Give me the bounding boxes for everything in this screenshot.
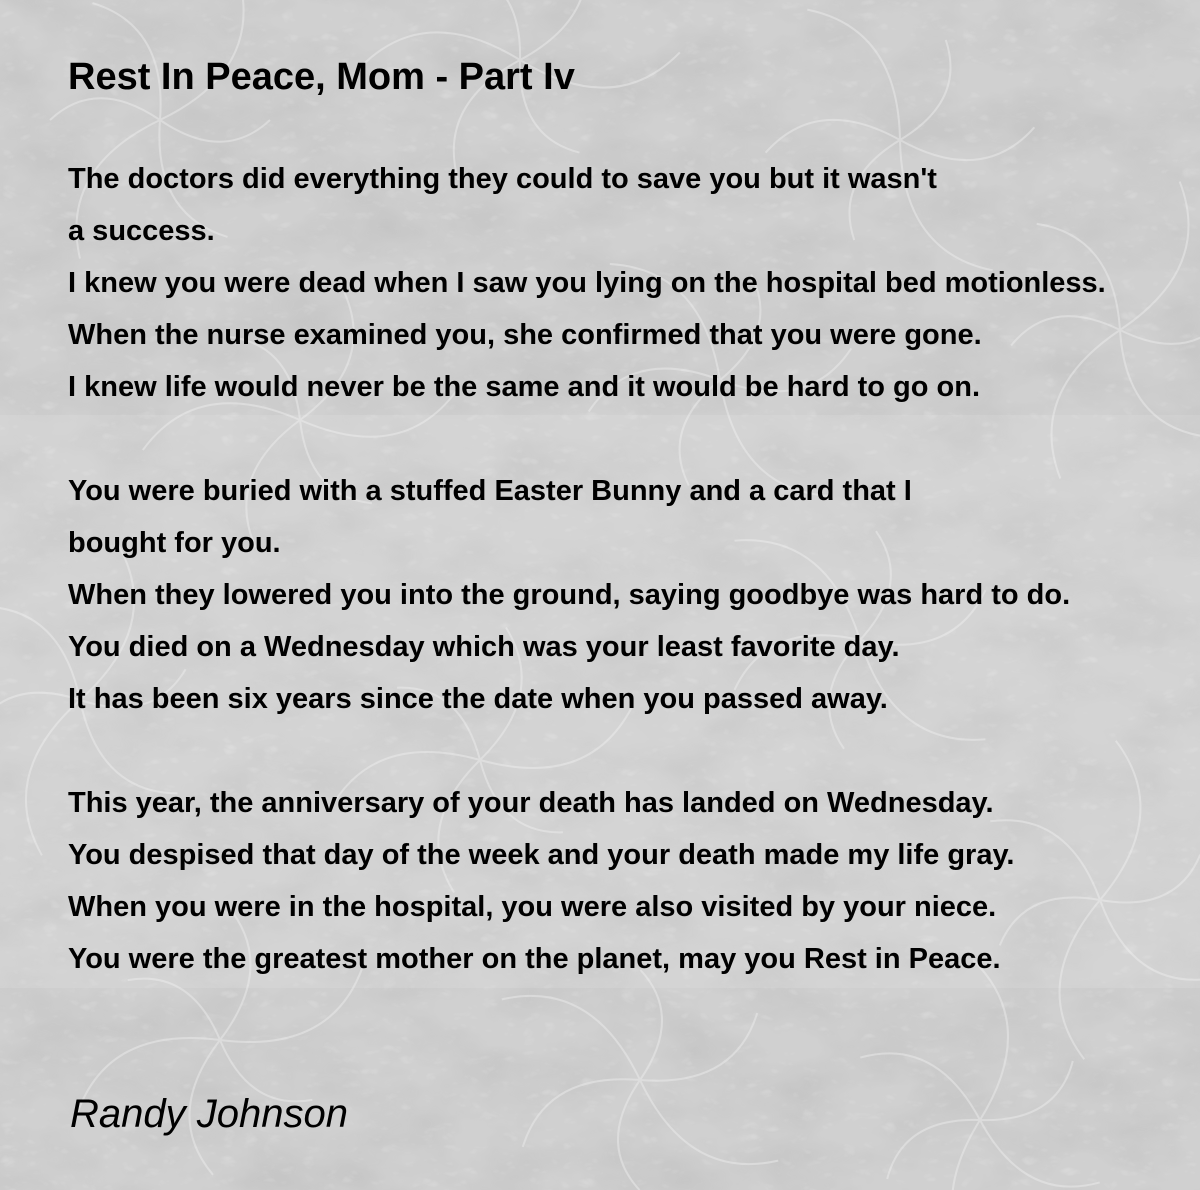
poem-author: Randy Johnson <box>70 1092 348 1136</box>
poem-line: You died on a Wednesday which was your least favorite day. <box>68 631 900 663</box>
poem-line: It has been six years since the date when you passed away. <box>68 683 888 715</box>
stanza-2 <box>68 465 1200 725</box>
poem-line: I knew you were dead when I saw you lying on the hospital bed motionless. <box>68 267 1106 299</box>
poem-title: Rest In Peace, Mom - Part Iv <box>68 56 575 98</box>
poem-line: When the nurse examined you, she confirmed that you were gone. <box>68 319 982 351</box>
poem-line: When you were in the hospital, you were also visited by your niece. <box>68 891 997 923</box>
poem-line: bought for you. <box>68 527 281 559</box>
poem-line: When they lowered you into the ground, saying goodbye was hard to do. <box>68 579 1071 611</box>
poem-line: a success. <box>68 215 215 247</box>
poem-line: You were buried with a stuffed Easter Bunny and a card that I <box>68 475 912 507</box>
poem-line: I knew life would never be the same and it would be hard to go on. <box>68 371 980 403</box>
poem-line: You were the greatest mother on the planet, may you Rest in Peace. <box>68 943 1001 975</box>
poem-line: You despised that day of the week and your death made my life gray. <box>68 839 1015 871</box>
stanza-1 <box>68 153 1200 413</box>
poem-body <box>68 153 1200 1037</box>
poem-line: This year, the anniversary of your death has landed on Wednesday. <box>68 787 994 819</box>
poem-line: The doctors did everything they could to save you but it wasn't <box>68 163 937 195</box>
stanza-3 <box>68 777 1200 985</box>
